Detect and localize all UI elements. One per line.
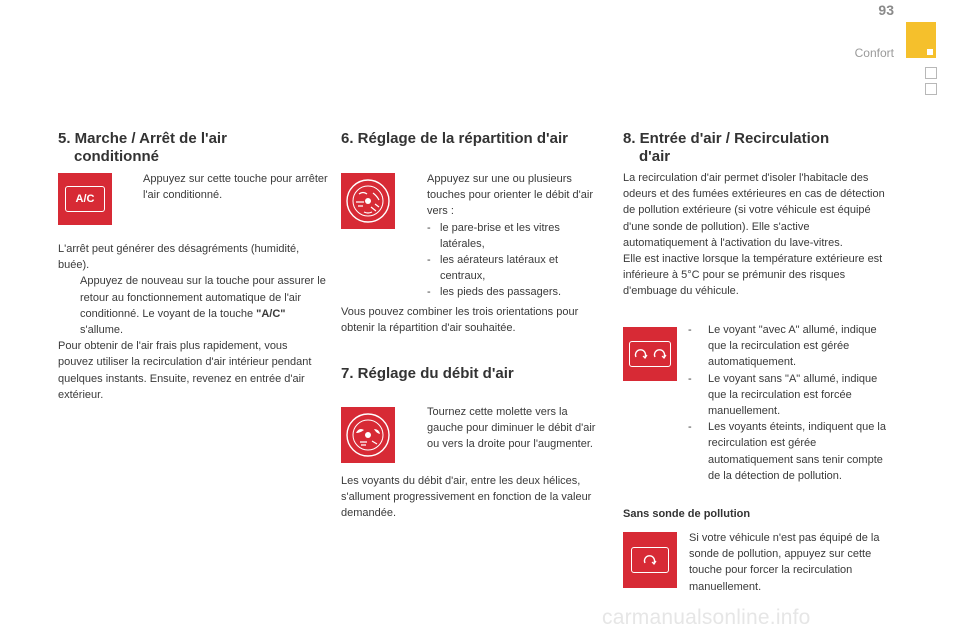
page-outline-box [925,83,937,95]
section-7-para: Les voyants du débit d'air, entre les deux hélices, s'allument progressivement en fonction de la valeur demandée. [341,475,592,520]
section-7-title-text: 7. Réglage du débit d'air [341,365,514,382]
distribution-dial-icon [344,177,392,225]
section-8-sub-text: Si votre véhicule n'est pas équipé de la sonde de pollution, appuyez sur cette touche pour forcer la recirculation manuellement. [689,532,880,593]
section-5-title [58,130,328,166]
recirculation-key-frame [629,341,671,367]
dash-marker: - [427,286,431,299]
section-8-intro [623,170,891,300]
tab-marker [927,49,933,55]
recirculation-arrow-icon [633,347,649,361]
section-6-dash-item: le pare-brise et les vitres latérales, [440,221,560,250]
section-5-bullet2-a: Appuyez de nouveau sur la touche pour assurer le retour au fonctionnement automatique de l'air conditionné. Le voyant de la touche [80,275,326,320]
air-distribution-icon [341,173,395,229]
chapter-title: Confort [854,46,894,60]
section-5-title-line2: conditionné [74,148,159,165]
section-8-dash-item: Les voyants éteints, indiquent que la recirculation est gérée automatiquement sans tenir compte de la détection de pollution. [708,421,886,482]
section-6-title-text: 6. Réglage de la répartition d'air [341,130,568,147]
section-5-para2: Pour obtenir de l'air frais plus rapidement, vous pouvez utiliser la recirculation d'air intérieur pendant quelques instants. Ensuite, revenez en entrée d'air extérieur. [58,340,312,401]
recirculation-key-frame [631,547,669,573]
section-6-para: Vous pouvez combiner les trois orientations pour obtenir la répartition d'air souhaitée. [341,306,579,335]
section-8-subtitle: Sans sonde de pollution [623,508,751,520]
ac-icon-label: A/C [75,193,95,205]
section-5-body [58,241,326,403]
section-7-bullet [405,404,605,453]
section-5-bullet1 [121,171,331,203]
dash-marker: - [427,254,431,267]
section-6-title [341,130,611,148]
recirculation-arrow-icon [652,347,668,361]
dash-marker: - [688,421,692,434]
section-7-bullet-text: Tournez cette molette vers la gauche pour diminuer le débit d'air ou vers la droite pour l'augmenter. [427,406,596,451]
section-6-dash-item: les pieds des passagers. [440,286,562,299]
section-5-bullet1-text: Appuyez sur cette touche pour arrêter l'air conditionné. [143,173,328,202]
dash-marker: - [688,372,692,385]
section-8-dash-item: Le voyant "avec A" allumé, indique que la recirculation est gérée automatiquement. [708,324,877,369]
recirculation-auto-icon [623,327,677,381]
page-number: 93 [878,2,894,18]
section-8-intro-para2: Elle est inactive lorsque la température extérieure est inférieure à 5°C pour se prémunir des risques d'embuage du véhicule. [623,253,883,298]
section-5-title-line1: 5. Marche / Arrêt de l'air [58,130,227,147]
page-outline-box [925,67,937,79]
airflow-dial-icon [344,411,392,459]
air-flow-knob-icon [341,407,395,463]
section-6-bullet-text: Appuyez sur une ou plusieurs touches pour orienter le débit d'air vers : [427,173,593,218]
section-5-para1: L'arrêt peut générer des désagréments (humidité, buée). [58,243,300,272]
recirculation-arrow-icon [642,553,658,567]
ac-key-frame [65,186,105,212]
section-6-dash-list [405,220,605,301]
section-8-dash-item: Le voyant sans "A" allumé, indique que la recirculation est forcée manuellement. [708,372,878,418]
section-8-intro-para1: La recirculation d'air permet d'isoler l'habitacle des odeurs et des fumées extérieures en cas de détection de pollution extérieure (si votre véhicule est équipé d'une sonde de pollution). Elle s'active automatiquement à l'activation du lave-vitres. [623,172,885,249]
section-8-title [623,130,898,166]
section-6-dash-item: les aérateurs latéraux et centraux, [440,254,559,283]
chapter-tab [906,22,936,58]
section-6-bullet [405,171,605,301]
section-8-title-line1: 8. Entrée d'air / Recirculation [623,130,830,147]
ac-button-icon [58,173,112,225]
section-5-bullet2-b: s'allume. [80,324,124,337]
ac-key-name: "A/C" [256,307,286,320]
section-7-title [341,365,611,383]
watermark: carmanualsonline.info [602,606,811,629]
section-8-title-line2: d'air [639,148,671,165]
section-8-dash-list [688,322,886,484]
dash-marker: - [688,324,692,336]
dash-marker: - [427,221,431,234]
recirculation-manual-icon [623,532,677,588]
